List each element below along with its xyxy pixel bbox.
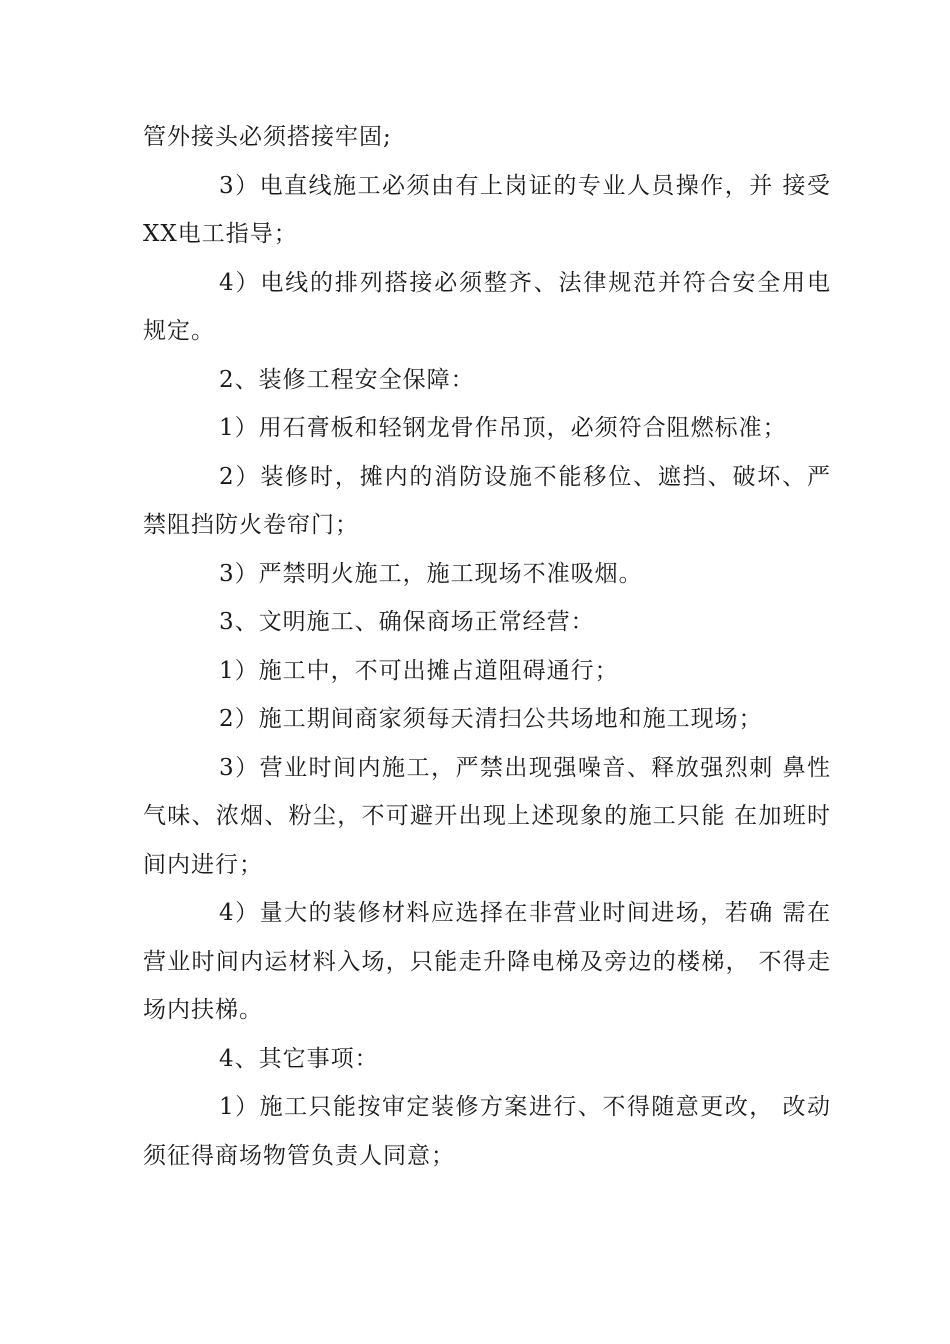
paragraph: 4）电线的排列搭接必须整齐、法律规范并符合安全用电规定。 <box>143 269 831 344</box>
document-body <box>143 113 831 1180</box>
paragraph: 3）电直线施工必须由有上岗证的专业人员操作，并 接受XX电工指导； <box>143 172 831 247</box>
paragraph: 1）施工中，不可出摊占道阻碍通行； <box>219 657 619 684</box>
paragraph: 1）施工只能按审定装修方案进行、不得随意更改， 改动须征得商场物管负责人同意； <box>143 1094 831 1169</box>
section-heading: 3、文明施工、确保商场正常经营： <box>219 609 595 635</box>
paragraph: 2）施工期间商家须每天清扫公共场地和施工现场； <box>219 706 763 732</box>
section-heading: 4、其它事项： <box>219 1045 379 1072</box>
paragraph: 3）严禁明火施工，施工现场不准吸烟。 <box>219 560 643 587</box>
paragraph: 4）量大的装修材料应选择在非营业时间进场，若确 需在营业时间内运材料入场，只能走升降电梯及旁边的楼梯， 不得走场内扶梯。 <box>143 900 831 1023</box>
paragraph: 2）装修时，摊内的消防设施不能移位、遮挡、破坏、严禁阻挡防火卷帘门； <box>143 463 831 538</box>
paragraph: 管外接头必须搭接牢固; <box>143 124 392 150</box>
paragraph: 3）营业时间内施工，严禁出现强噪音、释放强烈刺 鼻性气味、浓烟、粉尘，不可避开出现上述现象的施工只能 在加班时间内进行； <box>143 754 831 878</box>
section-heading: 2、装修工程安全保障： <box>219 366 475 393</box>
paragraph: 1）用石膏板和轻钢龙骨作吊顶，必须符合阻燃标准； <box>219 415 787 441</box>
